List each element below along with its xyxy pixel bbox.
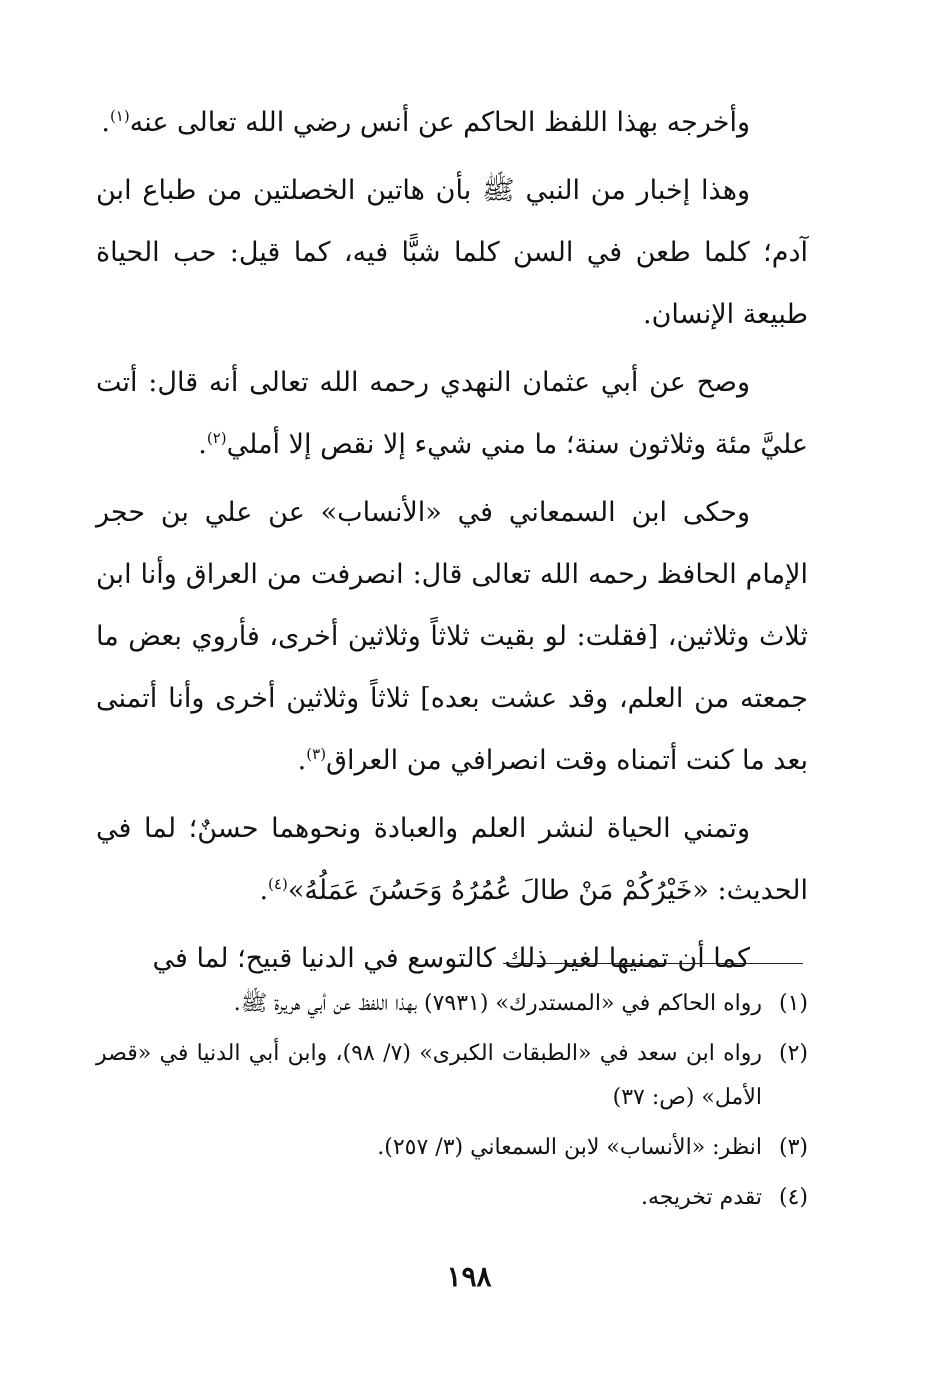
footnote-1 xyxy=(96,982,808,1026)
footnote-3 xyxy=(96,1126,808,1170)
paragraph-text: وهذا إخبار من النبي ﷺ بأن هاتين الخصلتين من طباع ابن آدم؛ كلما طعن في السن كلما شبًّا فيه، كما قيل: حب الحياة طبيعة الإنسان. xyxy=(96,175,808,330)
page-number: ١٩٨ xyxy=(446,1260,492,1293)
footnote-text: رواه الحاكم في «المستدرك» (٧٩٣١) بهذا اللفظ عن أبي هريرة ﷺ. xyxy=(233,991,762,1016)
paragraph-tail: . xyxy=(101,107,110,138)
footnote-number: (٤) xyxy=(778,1185,808,1210)
paragraph-tail: . xyxy=(198,429,207,460)
footnote-text: تقدم تخريجه. xyxy=(641,1185,762,1210)
footnote-ref[interactable]: (٣) xyxy=(306,745,327,763)
footnote-separator xyxy=(503,963,803,964)
paragraph-5 xyxy=(96,798,808,922)
paragraph-text: وصح عن أبي عثمان النهدي رحمه الله تعالى أنه قال: أتت عليَّ مئة وثلاثون سنة؛ ما مني شيء إلا نقص إلا أملي xyxy=(96,367,808,460)
footnote-text: رواه ابن سعد في «الطبقات الكبرى» (٧/ ٩٨)، وابن أبي الدنيا في «قصر الأمل» (ص: ٣٧) xyxy=(96,1041,763,1110)
paragraph-3 xyxy=(96,352,808,476)
paragraph-2 xyxy=(96,160,808,346)
footnote-ref[interactable]: (١) xyxy=(109,107,130,125)
main-text xyxy=(96,92,808,996)
paragraph-1 xyxy=(96,92,808,154)
paragraph-tail: . xyxy=(297,745,307,776)
footnote-4 xyxy=(96,1176,808,1220)
footnote-ref[interactable]: (٤) xyxy=(268,875,288,893)
paragraph-tail: . xyxy=(259,875,269,906)
footnote-number: (١) xyxy=(778,991,808,1016)
footnote-2 xyxy=(96,1032,808,1120)
footnote-number: (٣) xyxy=(778,1135,808,1160)
footnote-text: انظر: «الأنساب» لابن السمعاني (٣/ ٢٥٧). xyxy=(377,1135,762,1160)
paragraph-text: كما أن تمنيها لغير ذلك كالتوسع في الدنيا قبيح؛ لما في xyxy=(152,943,750,974)
paragraph-4 xyxy=(96,482,808,792)
paragraph-text: وتمني الحياة لنشر العلم والعبادة ونحوهما حسنٌ؛ لما في الحديث: «خَيْرُكُمْ مَنْ طالَ عُمُرُهُ وَحَسُنَ عَمَلُهُ» xyxy=(96,813,808,906)
footnotes xyxy=(96,982,808,1226)
footnote-number: (٢) xyxy=(778,1041,808,1066)
footnote-ref[interactable]: (٢) xyxy=(206,429,227,447)
paragraph-6 xyxy=(96,928,808,990)
paragraph-text: وأخرجه بهذا اللفظ الحاكم عن أنس رضي الله تعالى عنه xyxy=(129,107,750,138)
paragraph-text: وحكى ابن السمعاني في «الأنساب» عن علي بن حجر الإمام الحافظ رحمه الله تعالى قال: انصرفت من العراق وأنا ابن ثلاث وثلاثين، [فقلت: لو بقيت ثلاثاً وثلاثين أخرى، فأروي بعض ما جمعته من العلم، وقد عشت بعده] ثلاثاً وثلاثين أخرى وأنا أتمنى بعد ما كنت أتمناه وقت انصرافي من العراق xyxy=(96,497,808,776)
